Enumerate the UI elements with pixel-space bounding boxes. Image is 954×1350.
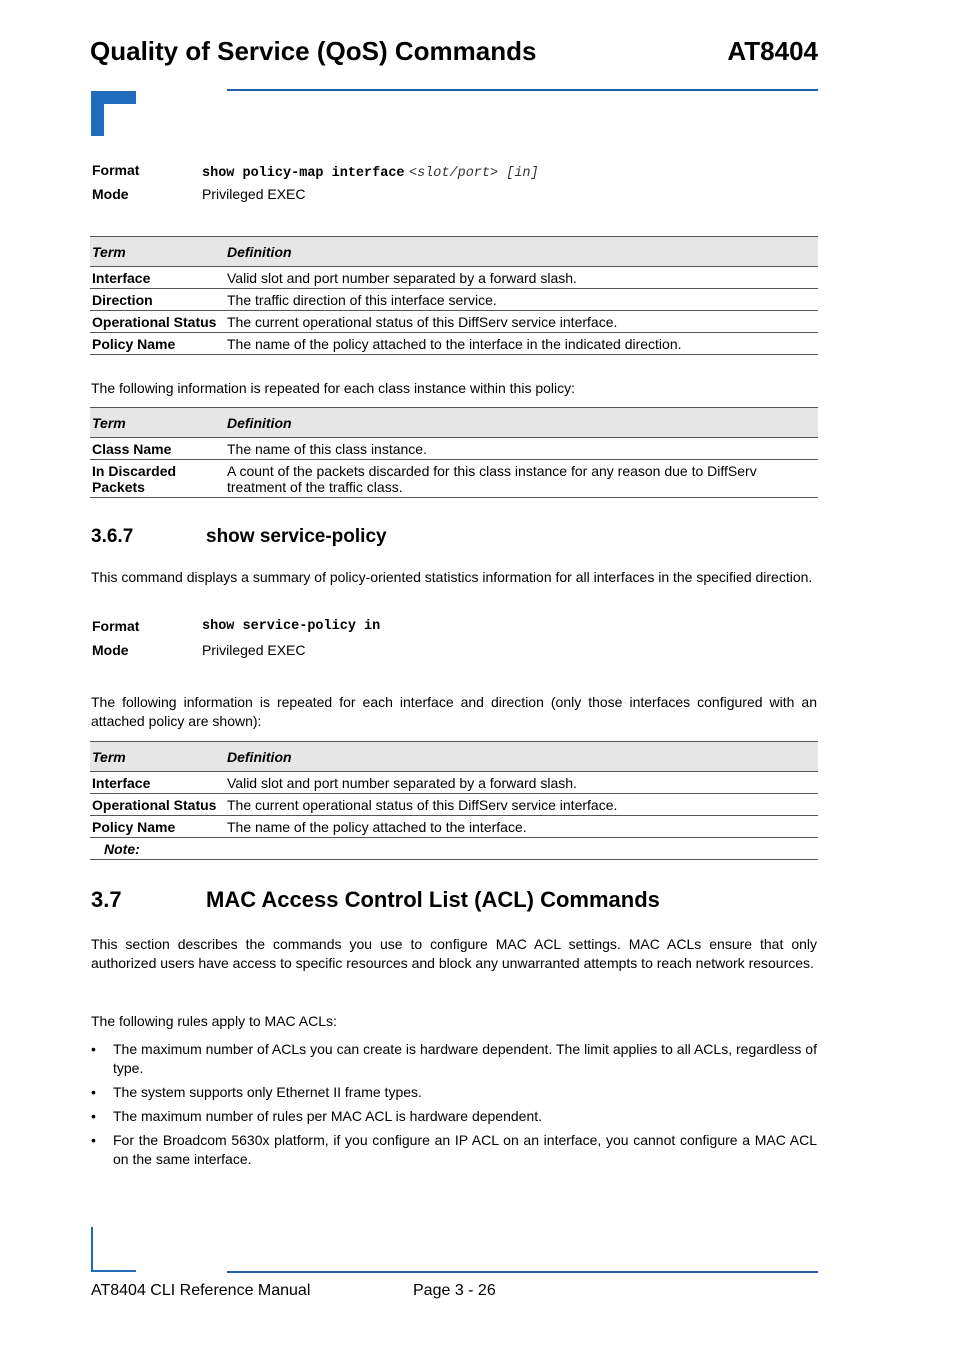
footer-corner-mark-h bbox=[91, 1270, 136, 1272]
column-header-term: Term bbox=[90, 742, 225, 772]
mode-label: Mode bbox=[92, 186, 129, 202]
format-command: show service-policy in bbox=[202, 619, 381, 634]
term-cell: Interface bbox=[90, 772, 225, 794]
mode-value: Privileged EXEC bbox=[202, 642, 306, 658]
term-cell: Policy Name bbox=[90, 333, 225, 355]
definition-cell: The current operational status of this DiffServ service interface. bbox=[225, 311, 818, 333]
term-cell: Operational Status bbox=[90, 794, 225, 816]
table-note: Note: bbox=[90, 838, 818, 860]
table-row bbox=[90, 289, 818, 311]
column-header-definition: Definition bbox=[225, 408, 818, 438]
term-cell: Policy Name bbox=[90, 816, 225, 838]
definition-cell: Valid slot and port number separated by a forward slash. bbox=[225, 772, 818, 794]
definition-cell: Valid slot and port number separated by a forward slash. bbox=[225, 267, 818, 289]
term-cell: Direction bbox=[90, 289, 225, 311]
bullet-icon: • bbox=[91, 1132, 96, 1148]
chapter-section-title: MAC Access Control List (ACL) Commands bbox=[206, 887, 660, 912]
table-row bbox=[90, 311, 818, 333]
column-header-term: Term bbox=[90, 237, 225, 267]
bullet-icon: • bbox=[91, 1041, 96, 1057]
term-cell: Class Name bbox=[90, 438, 225, 460]
definition-table-policy-map bbox=[90, 236, 818, 355]
table-row bbox=[90, 267, 818, 289]
column-header-term: Term bbox=[90, 408, 225, 438]
definition-table-class-instance bbox=[90, 407, 818, 498]
interface-direction-intro: The following information is repeated for each interface and direction (only those interfaces configured with an attached policy are shown): bbox=[91, 694, 817, 729]
definition-cell: A count of the packets discarded for this class instance for any reason due to DiffServ treatment of the traffic class. bbox=[225, 460, 818, 498]
list-item bbox=[91, 1107, 817, 1126]
footer-rule bbox=[227, 1271, 818, 1273]
footer-corner-mark bbox=[91, 1227, 93, 1272]
bullet-icon: • bbox=[91, 1084, 96, 1100]
definition-cell: The name of this class instance. bbox=[225, 438, 818, 460]
section-title: show service-policy bbox=[206, 526, 387, 547]
format-syntax bbox=[202, 163, 539, 181]
mode-value: Privileged EXEC bbox=[202, 186, 306, 202]
header-rule bbox=[227, 89, 818, 91]
table-row bbox=[90, 794, 818, 816]
section-number: 3.6.7 bbox=[91, 526, 134, 547]
table-header-row bbox=[90, 742, 818, 772]
mac-acl-rules-list bbox=[91, 1040, 817, 1174]
list-item bbox=[91, 1131, 817, 1169]
footer-manual-title: AT8404 CLI Reference Manual bbox=[91, 1282, 311, 1299]
mac-acl-rules-intro: The following rules apply to MAC ACLs: bbox=[91, 1013, 337, 1029]
list-item-text: The maximum number of rules per MAC ACL is hardware dependent. bbox=[113, 1108, 543, 1124]
table-row bbox=[90, 460, 818, 498]
page-header-product: AT8404 bbox=[727, 36, 818, 66]
format-command: show policy-map interface bbox=[202, 166, 405, 181]
definition-cell: The current operational status of this DiffServ service interface. bbox=[225, 794, 818, 816]
table-row bbox=[90, 772, 818, 794]
table-row bbox=[90, 816, 818, 838]
term-cell: Interface bbox=[90, 267, 225, 289]
table-row bbox=[90, 333, 818, 355]
class-instance-intro: The following information is repeated for each class instance within this policy: bbox=[91, 380, 576, 396]
list-item bbox=[91, 1040, 817, 1078]
footer-page-number: Page 3 - 26 bbox=[413, 1282, 496, 1299]
term-cell: Operational Status bbox=[90, 311, 225, 333]
bullet-icon: • bbox=[91, 1108, 96, 1124]
list-item bbox=[91, 1083, 817, 1102]
mac-acl-description: This section describes the commands you use to configure MAC ACL settings. MAC ACLs ensure that only authorized users have access to specific resources and block any unwarranted attempts to reach network resources. bbox=[91, 936, 817, 971]
mode-label: Mode bbox=[92, 642, 129, 658]
definition-cell: The name of the policy attached to the interface. bbox=[225, 816, 818, 838]
format-arguments: <slot/port> [in] bbox=[409, 166, 539, 181]
definition-table-service-policy bbox=[90, 741, 818, 860]
table-row bbox=[90, 438, 818, 460]
format-label: Format bbox=[92, 162, 140, 178]
term-cell: In Discarded Packets bbox=[90, 460, 225, 498]
table-note-row bbox=[90, 838, 818, 860]
column-header-definition: Definition bbox=[225, 742, 818, 772]
chapter-section-number: 3.7 bbox=[91, 887, 122, 912]
table-header-row bbox=[90, 408, 818, 438]
page-header-title: Quality of Service (QoS) Commands bbox=[90, 36, 537, 66]
list-item-text: The maximum number of ACLs you can create is hardware dependent. The limit applies to all ACLs, regardless of type. bbox=[113, 1041, 817, 1076]
column-header-definition: Definition bbox=[225, 237, 818, 267]
format-label: Format bbox=[92, 618, 140, 634]
table-header-row bbox=[90, 237, 818, 267]
list-item-text: The system supports only Ethernet II frame types. bbox=[113, 1084, 422, 1100]
list-item-text: For the Broadcom 5630x platform, if you configure an IP ACL on an interface, you cannot configure a MAC ACL on the same interface. bbox=[113, 1132, 817, 1167]
service-policy-description: This command displays a summary of policy-oriented statistics information for all interfaces in the specified direction. bbox=[91, 569, 813, 585]
header-corner-mark-h bbox=[91, 91, 136, 104]
definition-cell: The name of the policy attached to the interface in the indicated direction. bbox=[225, 333, 818, 355]
definition-cell: The traffic direction of this interface service. bbox=[225, 289, 818, 311]
